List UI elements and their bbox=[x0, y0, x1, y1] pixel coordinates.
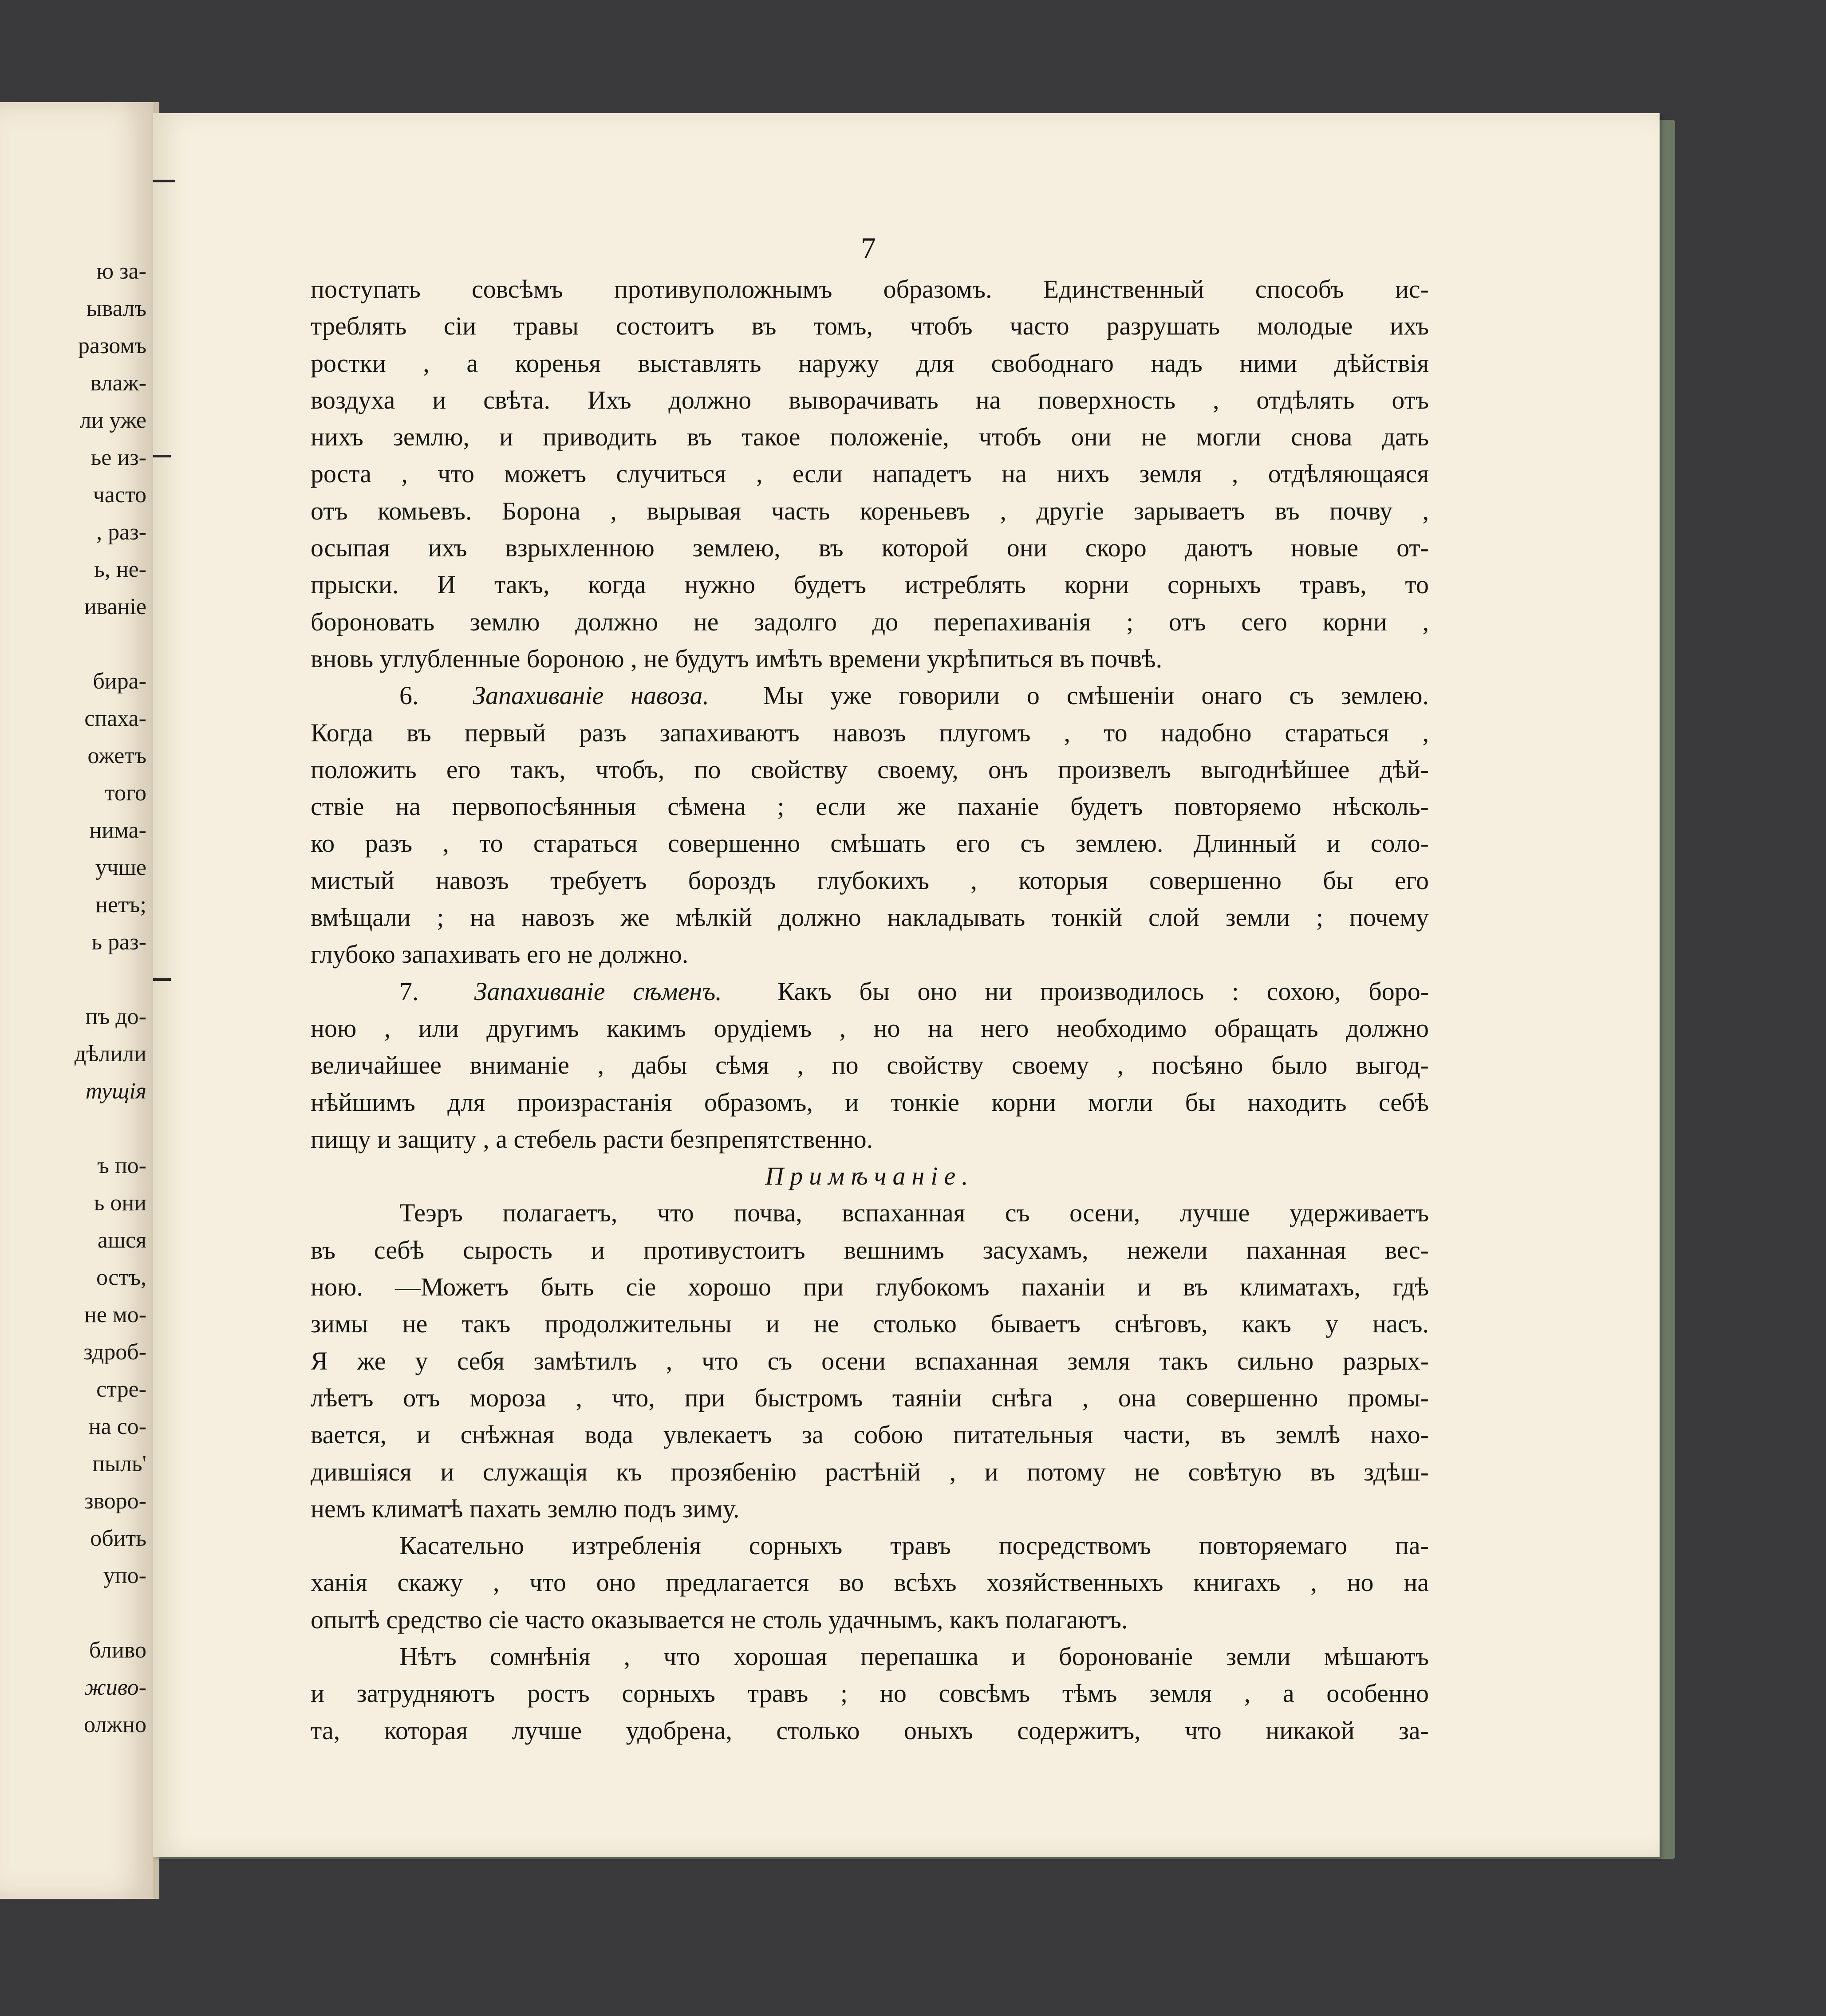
left-page-line: живо- bbox=[84, 1675, 146, 1700]
left-page-line: ю за- bbox=[96, 259, 146, 284]
left-page-line: пъ до- bbox=[85, 1004, 146, 1029]
left-page-line: тущія bbox=[85, 1079, 146, 1104]
text-line: вновь углубленные бороною , не будутъ имѣть времени укрѣпиться въ почвѣ. bbox=[311, 644, 1163, 673]
left-page-line: бливо bbox=[89, 1638, 146, 1663]
left-page-text-fragments bbox=[0, 253, 146, 1744]
left-page-line: стре- bbox=[96, 1377, 146, 1402]
left-page-line: обить bbox=[90, 1526, 146, 1551]
text-line: ною , или другимъ какимъ орудіемъ , но на него необходимо обращать должно bbox=[311, 1013, 1429, 1043]
paragraph-1 bbox=[311, 271, 1429, 677]
left-page-line: ывалъ bbox=[86, 296, 146, 321]
text-line: роста , что можетъ случиться , если нападетъ на нихъ земля , отдѣляющаяся bbox=[311, 459, 1429, 488]
left-page-line: часто bbox=[93, 482, 146, 508]
margin-mark bbox=[153, 978, 171, 981]
left-page-line: олжно bbox=[83, 1712, 146, 1737]
left-page-line: учше bbox=[95, 855, 146, 880]
text-line: воздуха и свѣта. Ихъ должно выворачивать на поверхность , отдѣлять отъ bbox=[311, 385, 1429, 414]
left-page-line: нима- bbox=[89, 818, 146, 843]
text-line: въ себѣ сырость и противустоитъ вешнимъ засухамъ, нежели паханная вес- bbox=[311, 1235, 1429, 1264]
section-title: Запахиваніе сѣменъ. bbox=[474, 976, 722, 1006]
text-line: немъ климатѣ пахать землю подъ зиму. bbox=[311, 1494, 740, 1523]
page-body bbox=[311, 271, 1429, 1749]
text-line: Я же у себя замѣтилъ , что съ осени вспаханная земля такъ сильно разрых- bbox=[311, 1346, 1429, 1375]
paragraph-2-first-line bbox=[311, 677, 1429, 714]
text-line: Нѣтъ сомнѣнія , что хорошая перепашка и боронованіе земли мѣшаютъ bbox=[399, 1642, 1429, 1671]
text-line: нѣйшимъ для произрастанія образомъ, и тонкіе корни могли бы находить себѣ bbox=[311, 1087, 1429, 1117]
paragraph-3 bbox=[311, 973, 1429, 1158]
left-page-line: того bbox=[104, 780, 146, 806]
left-page-line: , раз- bbox=[96, 520, 146, 545]
text-line: мистый навозъ требуетъ бороздъ глубокихъ , которыя совершенно бы его bbox=[311, 866, 1429, 895]
paragraph-3-lines bbox=[311, 1010, 1429, 1158]
text-line: та, которая лучше удобрена, столько оныхъ содержитъ, что никакой за- bbox=[311, 1716, 1429, 1745]
left-page-line: дѣлили bbox=[74, 1041, 146, 1067]
text-line: поступать совсѣмъ противуположнымъ образомъ. Единственный способъ ис- bbox=[311, 275, 1429, 303]
left-page-line: здроб- bbox=[83, 1339, 146, 1365]
left-page-line: ли уже bbox=[79, 408, 146, 433]
left-page-line: разомъ bbox=[78, 333, 146, 358]
left-page-line: влаж- bbox=[90, 370, 146, 396]
note-heading: Примѣчаніе. bbox=[765, 1162, 974, 1191]
paragraph-4 bbox=[311, 1194, 1429, 1527]
margin-mark bbox=[153, 180, 175, 182]
text-line: ко разъ , то стараться совершенно смѣшать его съ землею. Длинный и соло- bbox=[311, 829, 1429, 858]
text-line: опытѣ средство сіе часто оказывается не столь удачнымъ, какъ полагаютъ. bbox=[311, 1605, 1128, 1634]
text-line: глубоко запахивать его не должно. bbox=[311, 940, 689, 969]
page-number: 7 bbox=[861, 231, 876, 265]
left-page-line: ь, не- bbox=[94, 557, 146, 582]
text-line: положить его такъ, чтобъ, по свойству своему, онъ произвелъ выгоднѣйшее дѣй- bbox=[311, 755, 1429, 784]
text-line: ною. —Можетъ быть сіе хорошо при глубокомъ паханіи и въ климатахъ, гдѣ bbox=[311, 1272, 1429, 1302]
left-page-line: спаха- bbox=[84, 706, 146, 731]
paragraph-5 bbox=[311, 1527, 1429, 1638]
left-page-line: ье из- bbox=[91, 445, 146, 470]
left-page-line: бира- bbox=[93, 669, 146, 694]
text-line: вается, и снѣжная вода увлекаетъ за собою питательныя части, въ землѣ нахо- bbox=[311, 1420, 1429, 1449]
left-page-line bbox=[0, 1595, 146, 1632]
left-page bbox=[0, 102, 159, 1899]
left-page-line: ашся bbox=[97, 1228, 146, 1253]
section-number: 7. bbox=[399, 976, 419, 1006]
section-title: Запахиваніе навоза. bbox=[473, 681, 709, 710]
text-line: отъ комьевъ. Борона , вырывая часть кореньевъ , другіе зарываетъ въ почву , bbox=[311, 496, 1429, 525]
text-line: и затрудняютъ ростъ сорныхъ травъ ; но совсѣмъ тѣмъ земля , а особенно bbox=[311, 1679, 1429, 1708]
left-page-line: на со- bbox=[88, 1414, 146, 1439]
text-line: бороновать землю должно не задолго до перепахиванія ; отъ сего корни , bbox=[311, 607, 1429, 636]
text-line: нихъ землю, и приводить въ такое положеніе, чтобъ они не могли снова дать bbox=[311, 422, 1429, 452]
text-line: величайшее вниманіе , дабы сѣмя , по свойству своему , посѣяно было выгод- bbox=[311, 1051, 1429, 1080]
text-line: Теэръ полагаетъ, что почва, вспаханная съ осени, лучше удерживаетъ bbox=[399, 1198, 1429, 1228]
paragraph-2 bbox=[311, 677, 1429, 973]
section-text: Какъ бы оно ни производилось : сохою, боро- bbox=[777, 976, 1429, 1006]
text-line: ханія скажу , что оно предлагается во всѣхъ хозяйственныхъ книгахъ , но на bbox=[311, 1568, 1429, 1597]
left-page-line: не мо- bbox=[84, 1302, 146, 1327]
paragraph-6 bbox=[311, 1638, 1429, 1749]
text-line: треблять сіи травы состоитъ въ томъ, чтобъ часто разрушать молодые ихъ bbox=[311, 311, 1429, 341]
left-page-line: ь они bbox=[94, 1190, 146, 1216]
left-page-line: ожетъ bbox=[87, 743, 146, 768]
text-line: пищу и защиту , а стебель расти безпрепятственно. bbox=[311, 1124, 873, 1154]
text-line: лѣетъ отъ мороза , что, при быстромъ таяніи снѣга , она совершенно промы- bbox=[311, 1383, 1429, 1412]
left-page-line: упо- bbox=[103, 1563, 146, 1588]
text-line: зимы не такъ продолжительны и не столько бываетъ снѣговъ, какъ у насъ. bbox=[311, 1309, 1429, 1339]
section-number: 6. bbox=[399, 681, 419, 710]
left-page-line: пыль' bbox=[92, 1451, 146, 1477]
text-line: вмѣщали ; на навозъ же мѣлкій должно накладывать тонкій слой земли ; почему bbox=[311, 903, 1429, 932]
text-line: Когда въ первый разъ запахиваютъ навозъ плугомъ , то надобно стараться , bbox=[311, 718, 1429, 747]
left-page-line: ъ по- bbox=[97, 1153, 146, 1178]
margin-mark bbox=[153, 455, 171, 457]
text-line: ростки , а коренья выставлять наружу для свободнаго надъ ними дѣйствія bbox=[311, 348, 1429, 378]
text-line: дившіяся и служащія къ прозябенію растѣній , и потому не совѣтую въ здѣш- bbox=[311, 1457, 1429, 1486]
left-page-line bbox=[0, 1110, 146, 1147]
left-page-line bbox=[0, 961, 146, 998]
left-page-line: ь раз- bbox=[91, 929, 146, 955]
text-line: осыпая ихъ взрыхленною землею, въ которой они скоро даютъ новые от- bbox=[311, 533, 1429, 563]
left-page-line: иваніе bbox=[84, 594, 146, 619]
text-line: Касательно изтребленія сорныхъ травъ посредствомъ повторяемаго па- bbox=[399, 1531, 1429, 1560]
paragraph-3-first-line bbox=[311, 973, 1429, 1010]
left-page-line: зворо- bbox=[84, 1488, 146, 1514]
paragraph-2-lines bbox=[311, 714, 1429, 973]
left-page-line bbox=[0, 626, 146, 663]
section-text: Мы уже говорили о смѣшеніи онаго съ землею. bbox=[763, 681, 1429, 710]
left-page-line: остъ, bbox=[96, 1265, 146, 1290]
left-page-line: нетъ; bbox=[95, 892, 146, 917]
text-line: ствіе на первопосѣянныя сѣмена ; если же паханіе будетъ повторяемо нѣсколь- bbox=[311, 792, 1429, 821]
text-line: прыски. И такъ, когда нужно будетъ истреблять корни сорныхъ травъ, то bbox=[311, 570, 1429, 599]
